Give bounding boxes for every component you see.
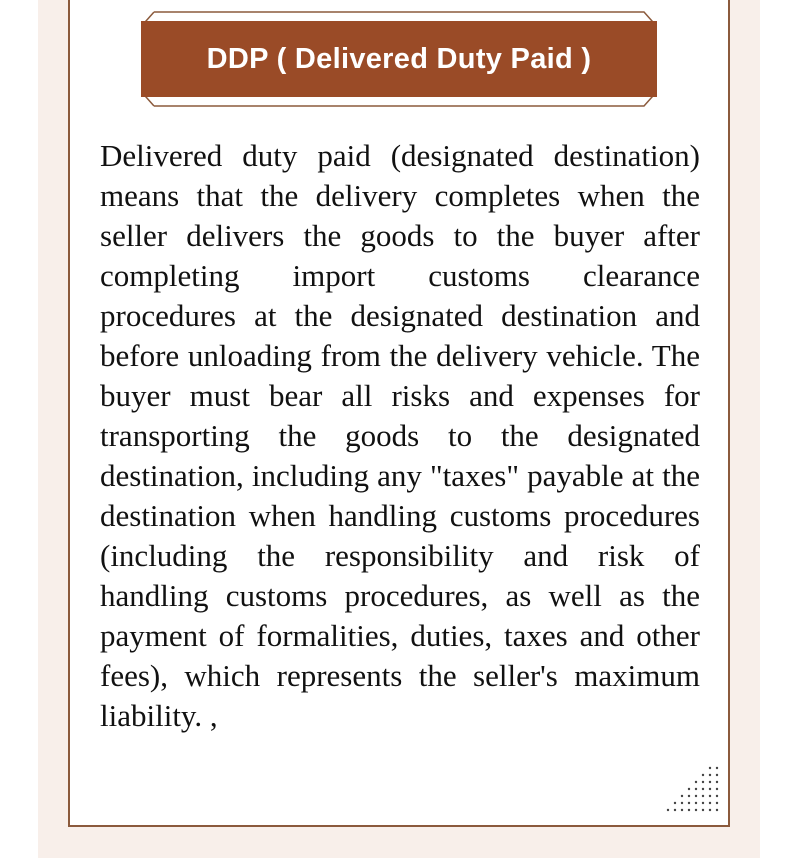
decorative-dot (688, 788, 690, 790)
decorative-dot (695, 802, 697, 804)
decorative-dot (709, 788, 711, 790)
decorative-dot (688, 809, 690, 811)
decorative-dot (667, 809, 669, 811)
decorative-dot (681, 809, 683, 811)
decorative-dot (681, 795, 683, 797)
decorative-dot (688, 795, 690, 797)
decorative-dot (716, 802, 718, 804)
decorative-dot (716, 767, 718, 769)
decorative-dot (674, 802, 676, 804)
decorative-dot (695, 795, 697, 797)
decorative-dot (709, 802, 711, 804)
decorative-dot (709, 795, 711, 797)
decorative-dot (674, 809, 676, 811)
decorative-dot (716, 795, 718, 797)
decorative-dot (709, 774, 711, 776)
decorative-dot (681, 802, 683, 804)
decorative-dot (709, 767, 711, 769)
decorative-dot (716, 788, 718, 790)
decorative-dot (702, 774, 704, 776)
page-title: DDP ( Delivered Duty Paid ) (206, 42, 592, 75)
decorative-dot (709, 781, 711, 783)
decorative-dots-icon (664, 764, 724, 820)
decorative-dot (702, 781, 704, 783)
decorative-dot (702, 795, 704, 797)
decorative-dot (695, 809, 697, 811)
decorative-dot (702, 802, 704, 804)
decorative-dot (695, 781, 697, 783)
title-banner (141, 21, 657, 97)
decorative-dot (716, 809, 718, 811)
decorative-dot (695, 788, 697, 790)
decorative-dot (709, 809, 711, 811)
description-paragraph: Delivered duty paid (designated destination) means that the delivery completes when the seller delivers the goods to the buyer after completing import customs clearance procedures at the designated destination and before unloading from the delivery vehicle. The buyer must bear all risks and expenses for transporting the goods to the designated destination, including any "taxes" payable at the destination when handling customs procedures (including the responsibility and risk of handling customs procedures, as well as the payment of formalities, duties, taxes and other fees), which represents the seller's maximum liability. , (100, 138, 700, 733)
decorative-dot (702, 809, 704, 811)
decorative-dot (716, 781, 718, 783)
decorative-dot (716, 774, 718, 776)
decorative-dot (688, 802, 690, 804)
decorative-dot (702, 788, 704, 790)
